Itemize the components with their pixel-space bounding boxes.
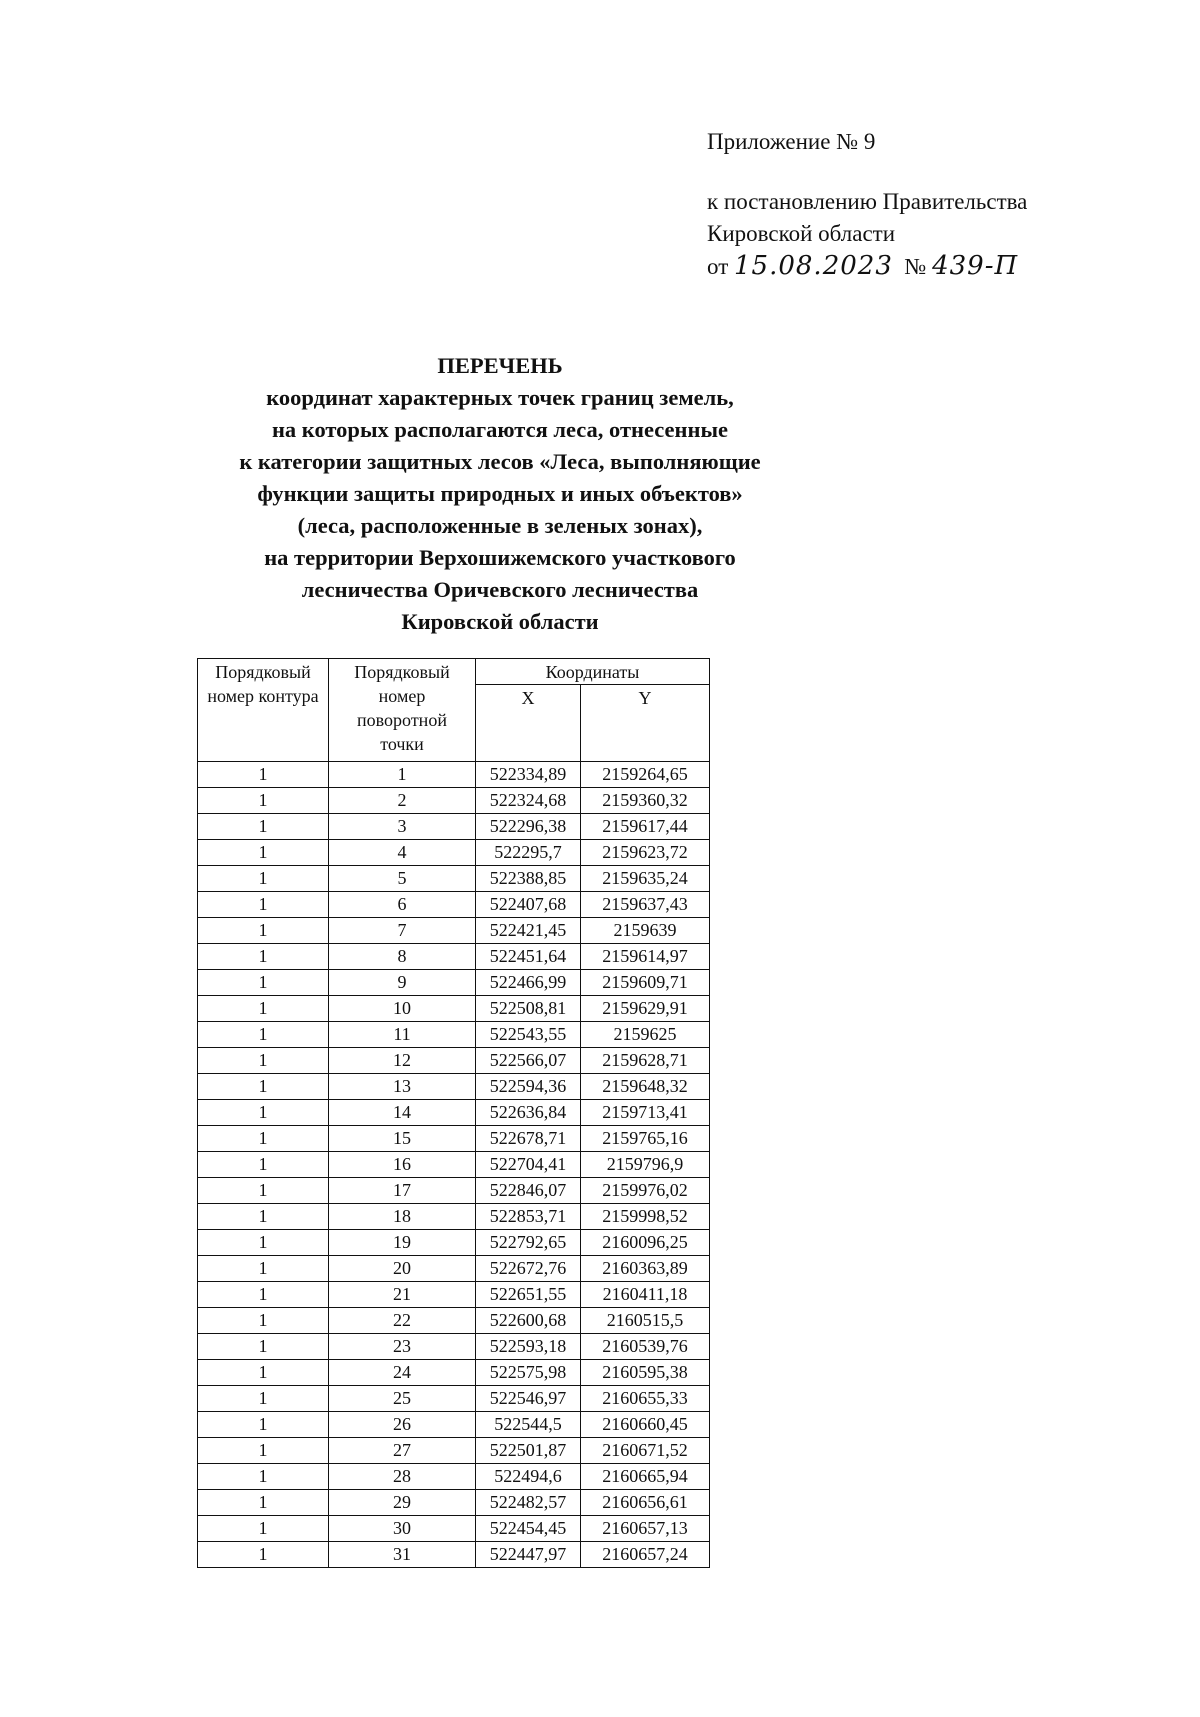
handwritten-number: 439-П	[932, 251, 1019, 281]
heading-line: координат характерных точек границ земель,	[266, 385, 734, 410]
cell-contour-number: 1	[198, 840, 329, 866]
cell-x: 522575,98	[476, 1360, 581, 1386]
cell-point-number: 10	[329, 996, 476, 1022]
table-row	[198, 1542, 710, 1568]
appendix-decree-line: к постановлению Правительства	[707, 189, 1028, 214]
cell-x: 522334,89	[476, 762, 581, 788]
appendix-region-line: Кировской области	[707, 221, 896, 246]
cell-contour-number: 1	[198, 814, 329, 840]
cell-x: 522546,97	[476, 1386, 581, 1412]
cell-x: 522651,55	[476, 1282, 581, 1308]
cell-point-number: 25	[329, 1386, 476, 1412]
cell-point-number: 13	[329, 1074, 476, 1100]
cell-x: 522454,45	[476, 1516, 581, 1542]
cell-x: 522447,97	[476, 1542, 581, 1568]
cell-x: 522678,71	[476, 1126, 581, 1152]
cell-point-number: 3	[329, 814, 476, 840]
cell-contour-number: 1	[198, 1074, 329, 1100]
cell-x: 522636,84	[476, 1100, 581, 1126]
cell-contour-number: 1	[198, 1542, 329, 1568]
table-body	[198, 762, 710, 1568]
cell-x: 522846,07	[476, 1178, 581, 1204]
heading-line: функции защиты природных и иных объектов»	[257, 481, 743, 506]
cell-x: 522466,99	[476, 970, 581, 996]
cell-contour-number: 1	[198, 1386, 329, 1412]
cell-contour-number: 1	[198, 1048, 329, 1074]
cell-y: 2159796,9	[581, 1152, 710, 1178]
cell-y: 2159609,71	[581, 970, 710, 996]
table-row	[198, 1282, 710, 1308]
cell-point-number: 31	[329, 1542, 476, 1568]
cell-y: 2159360,32	[581, 788, 710, 814]
cell-point-number: 23	[329, 1334, 476, 1360]
cell-y: 2159623,72	[581, 840, 710, 866]
cell-y: 2160656,61	[581, 1490, 710, 1516]
cell-x: 522421,45	[476, 918, 581, 944]
table-row	[198, 1412, 710, 1438]
table-row	[198, 814, 710, 840]
table-row	[198, 1256, 710, 1282]
cell-contour-number: 1	[198, 892, 329, 918]
header-coordinates: Координаты	[476, 659, 710, 685]
cell-x: 522704,41	[476, 1152, 581, 1178]
cell-contour-number: 1	[198, 1516, 329, 1542]
cell-contour-number: 1	[198, 1256, 329, 1282]
cell-point-number: 12	[329, 1048, 476, 1074]
table-row	[198, 1386, 710, 1412]
cell-contour-number: 1	[198, 762, 329, 788]
cell-y: 2160096,25	[581, 1230, 710, 1256]
header-contour-number: Порядковый номер контура	[198, 659, 329, 762]
table-row	[198, 1490, 710, 1516]
cell-contour-number: 1	[198, 1022, 329, 1048]
cell-contour-number: 1	[198, 788, 329, 814]
heading-line: на территории Верхошижемского участкового	[264, 545, 736, 570]
cell-y: 2159765,16	[581, 1126, 710, 1152]
cell-x: 522594,36	[476, 1074, 581, 1100]
cell-x: 522451,64	[476, 944, 581, 970]
table-row	[198, 762, 710, 788]
cell-x: 522494,6	[476, 1464, 581, 1490]
cell-point-number: 16	[329, 1152, 476, 1178]
cell-y: 2159713,41	[581, 1100, 710, 1126]
cell-contour-number: 1	[198, 970, 329, 996]
table-row	[198, 1152, 710, 1178]
cell-y: 2160657,13	[581, 1516, 710, 1542]
cell-point-number: 1	[329, 762, 476, 788]
table-row	[198, 996, 710, 1022]
table-row	[198, 1308, 710, 1334]
cell-y: 2159614,97	[581, 944, 710, 970]
cell-point-number: 22	[329, 1308, 476, 1334]
cell-y: 2159629,91	[581, 996, 710, 1022]
table-row	[198, 840, 710, 866]
cell-contour-number: 1	[198, 1152, 329, 1178]
table-row	[198, 1100, 710, 1126]
cell-point-number: 5	[329, 866, 476, 892]
cell-x: 522324,68	[476, 788, 581, 814]
table-row	[198, 1334, 710, 1360]
cell-contour-number: 1	[198, 1490, 329, 1516]
table-row	[198, 788, 710, 814]
heading-line: к категории защитных лесов «Леса, выполняющие	[239, 449, 761, 474]
table-row	[198, 1022, 710, 1048]
cell-contour-number: 1	[198, 1204, 329, 1230]
cell-x: 522543,55	[476, 1022, 581, 1048]
cell-contour-number: 1	[198, 1230, 329, 1256]
cell-point-number: 18	[329, 1204, 476, 1230]
cell-contour-number: 1	[198, 1412, 329, 1438]
cell-point-number: 6	[329, 892, 476, 918]
table-row	[198, 1230, 710, 1256]
coordinates-table	[197, 658, 710, 1568]
cell-y: 2160539,76	[581, 1334, 710, 1360]
cell-y: 2159617,44	[581, 814, 710, 840]
cell-y: 2160671,52	[581, 1438, 710, 1464]
spacer	[707, 158, 1027, 186]
date-prefix: от	[707, 254, 729, 279]
table-row	[198, 866, 710, 892]
cell-y: 2159635,24	[581, 866, 710, 892]
cell-y: 2159264,65	[581, 762, 710, 788]
cell-y: 2159637,43	[581, 892, 710, 918]
table-row	[198, 1126, 710, 1152]
cell-x: 522544,5	[476, 1412, 581, 1438]
cell-contour-number: 1	[198, 1126, 329, 1152]
cell-y: 2160660,45	[581, 1412, 710, 1438]
cell-y: 2160515,5	[581, 1308, 710, 1334]
cell-point-number: 7	[329, 918, 476, 944]
cell-y: 2160363,89	[581, 1256, 710, 1282]
cell-point-number: 9	[329, 970, 476, 996]
heading-line: на которых располагаются леса, отнесенные	[271, 417, 729, 442]
cell-y: 2160657,24	[581, 1542, 710, 1568]
cell-contour-number: 1	[198, 1178, 329, 1204]
cell-x: 522482,57	[476, 1490, 581, 1516]
table-row	[198, 1178, 710, 1204]
cell-point-number: 2	[329, 788, 476, 814]
header-x: X	[476, 685, 581, 762]
cell-x: 522388,85	[476, 866, 581, 892]
cell-point-number: 19	[329, 1230, 476, 1256]
cell-point-number: 14	[329, 1100, 476, 1126]
cell-x: 522508,81	[476, 996, 581, 1022]
cell-x: 522566,07	[476, 1048, 581, 1074]
table-row	[198, 1360, 710, 1386]
cell-y: 2160665,94	[581, 1464, 710, 1490]
cell-point-number: 29	[329, 1490, 476, 1516]
handwritten-date: 15.08.2023	[734, 251, 893, 281]
number-prefix: №	[904, 254, 927, 279]
cell-contour-number: 1	[198, 1464, 329, 1490]
appendix-date-line	[707, 250, 1027, 283]
cell-contour-number: 1	[198, 918, 329, 944]
table-row	[198, 1074, 710, 1100]
cell-x: 522853,71	[476, 1204, 581, 1230]
header-y: Y	[581, 685, 710, 762]
cell-x: 522407,68	[476, 892, 581, 918]
cell-contour-number: 1	[198, 1334, 329, 1360]
heading-line: (леса, расположенные в зеленых зонах),	[297, 513, 703, 538]
cell-point-number: 15	[329, 1126, 476, 1152]
cell-y: 2160411,18	[581, 1282, 710, 1308]
cell-y: 2159998,52	[581, 1204, 710, 1230]
cell-contour-number: 1	[198, 866, 329, 892]
cell-point-number: 30	[329, 1516, 476, 1542]
cell-x: 522501,87	[476, 1438, 581, 1464]
cell-contour-number: 1	[198, 1360, 329, 1386]
cell-point-number: 26	[329, 1412, 476, 1438]
cell-y: 2159639	[581, 918, 710, 944]
cell-contour-number: 1	[198, 1100, 329, 1126]
cell-contour-number: 1	[198, 1438, 329, 1464]
cell-x: 522600,68	[476, 1308, 581, 1334]
heading-line: лесничества Оричевского лесничества	[301, 577, 699, 602]
cell-y: 2159625	[581, 1022, 710, 1048]
header-point-number: Порядковый номер поворотной точки	[329, 659, 476, 762]
cell-y: 2160655,33	[581, 1386, 710, 1412]
cell-contour-number: 1	[198, 1308, 329, 1334]
cell-x: 522296,38	[476, 814, 581, 840]
table-row	[198, 1516, 710, 1542]
table-row	[198, 1464, 710, 1490]
table-row	[198, 1204, 710, 1230]
cell-point-number: 4	[329, 840, 476, 866]
appendix-title: Приложение № 9	[707, 129, 876, 154]
table-row	[198, 944, 710, 970]
cell-point-number: 27	[329, 1438, 476, 1464]
cell-point-number: 28	[329, 1464, 476, 1490]
cell-y: 2159628,71	[581, 1048, 710, 1074]
cell-point-number: 20	[329, 1256, 476, 1282]
cell-point-number: 8	[329, 944, 476, 970]
table-row	[198, 970, 710, 996]
heading-title: ПЕРЕЧЕНЬ	[437, 353, 563, 378]
cell-x: 522593,18	[476, 1334, 581, 1360]
cell-point-number: 17	[329, 1178, 476, 1204]
cell-contour-number: 1	[198, 1282, 329, 1308]
appendix-block	[707, 126, 1027, 283]
table-row	[198, 1048, 710, 1074]
cell-point-number: 11	[329, 1022, 476, 1048]
table-row	[198, 892, 710, 918]
table-row	[198, 1438, 710, 1464]
heading-line: Кировской области	[401, 609, 599, 634]
cell-point-number: 21	[329, 1282, 476, 1308]
cell-y: 2159648,32	[581, 1074, 710, 1100]
cell-x: 522672,76	[476, 1256, 581, 1282]
cell-x: 522792,65	[476, 1230, 581, 1256]
cell-y: 2159976,02	[581, 1178, 710, 1204]
cell-contour-number: 1	[198, 996, 329, 1022]
cell-y: 2160595,38	[581, 1360, 710, 1386]
cell-x: 522295,7	[476, 840, 581, 866]
cell-contour-number: 1	[198, 944, 329, 970]
document-heading	[160, 350, 840, 638]
table-row	[198, 918, 710, 944]
cell-point-number: 24	[329, 1360, 476, 1386]
